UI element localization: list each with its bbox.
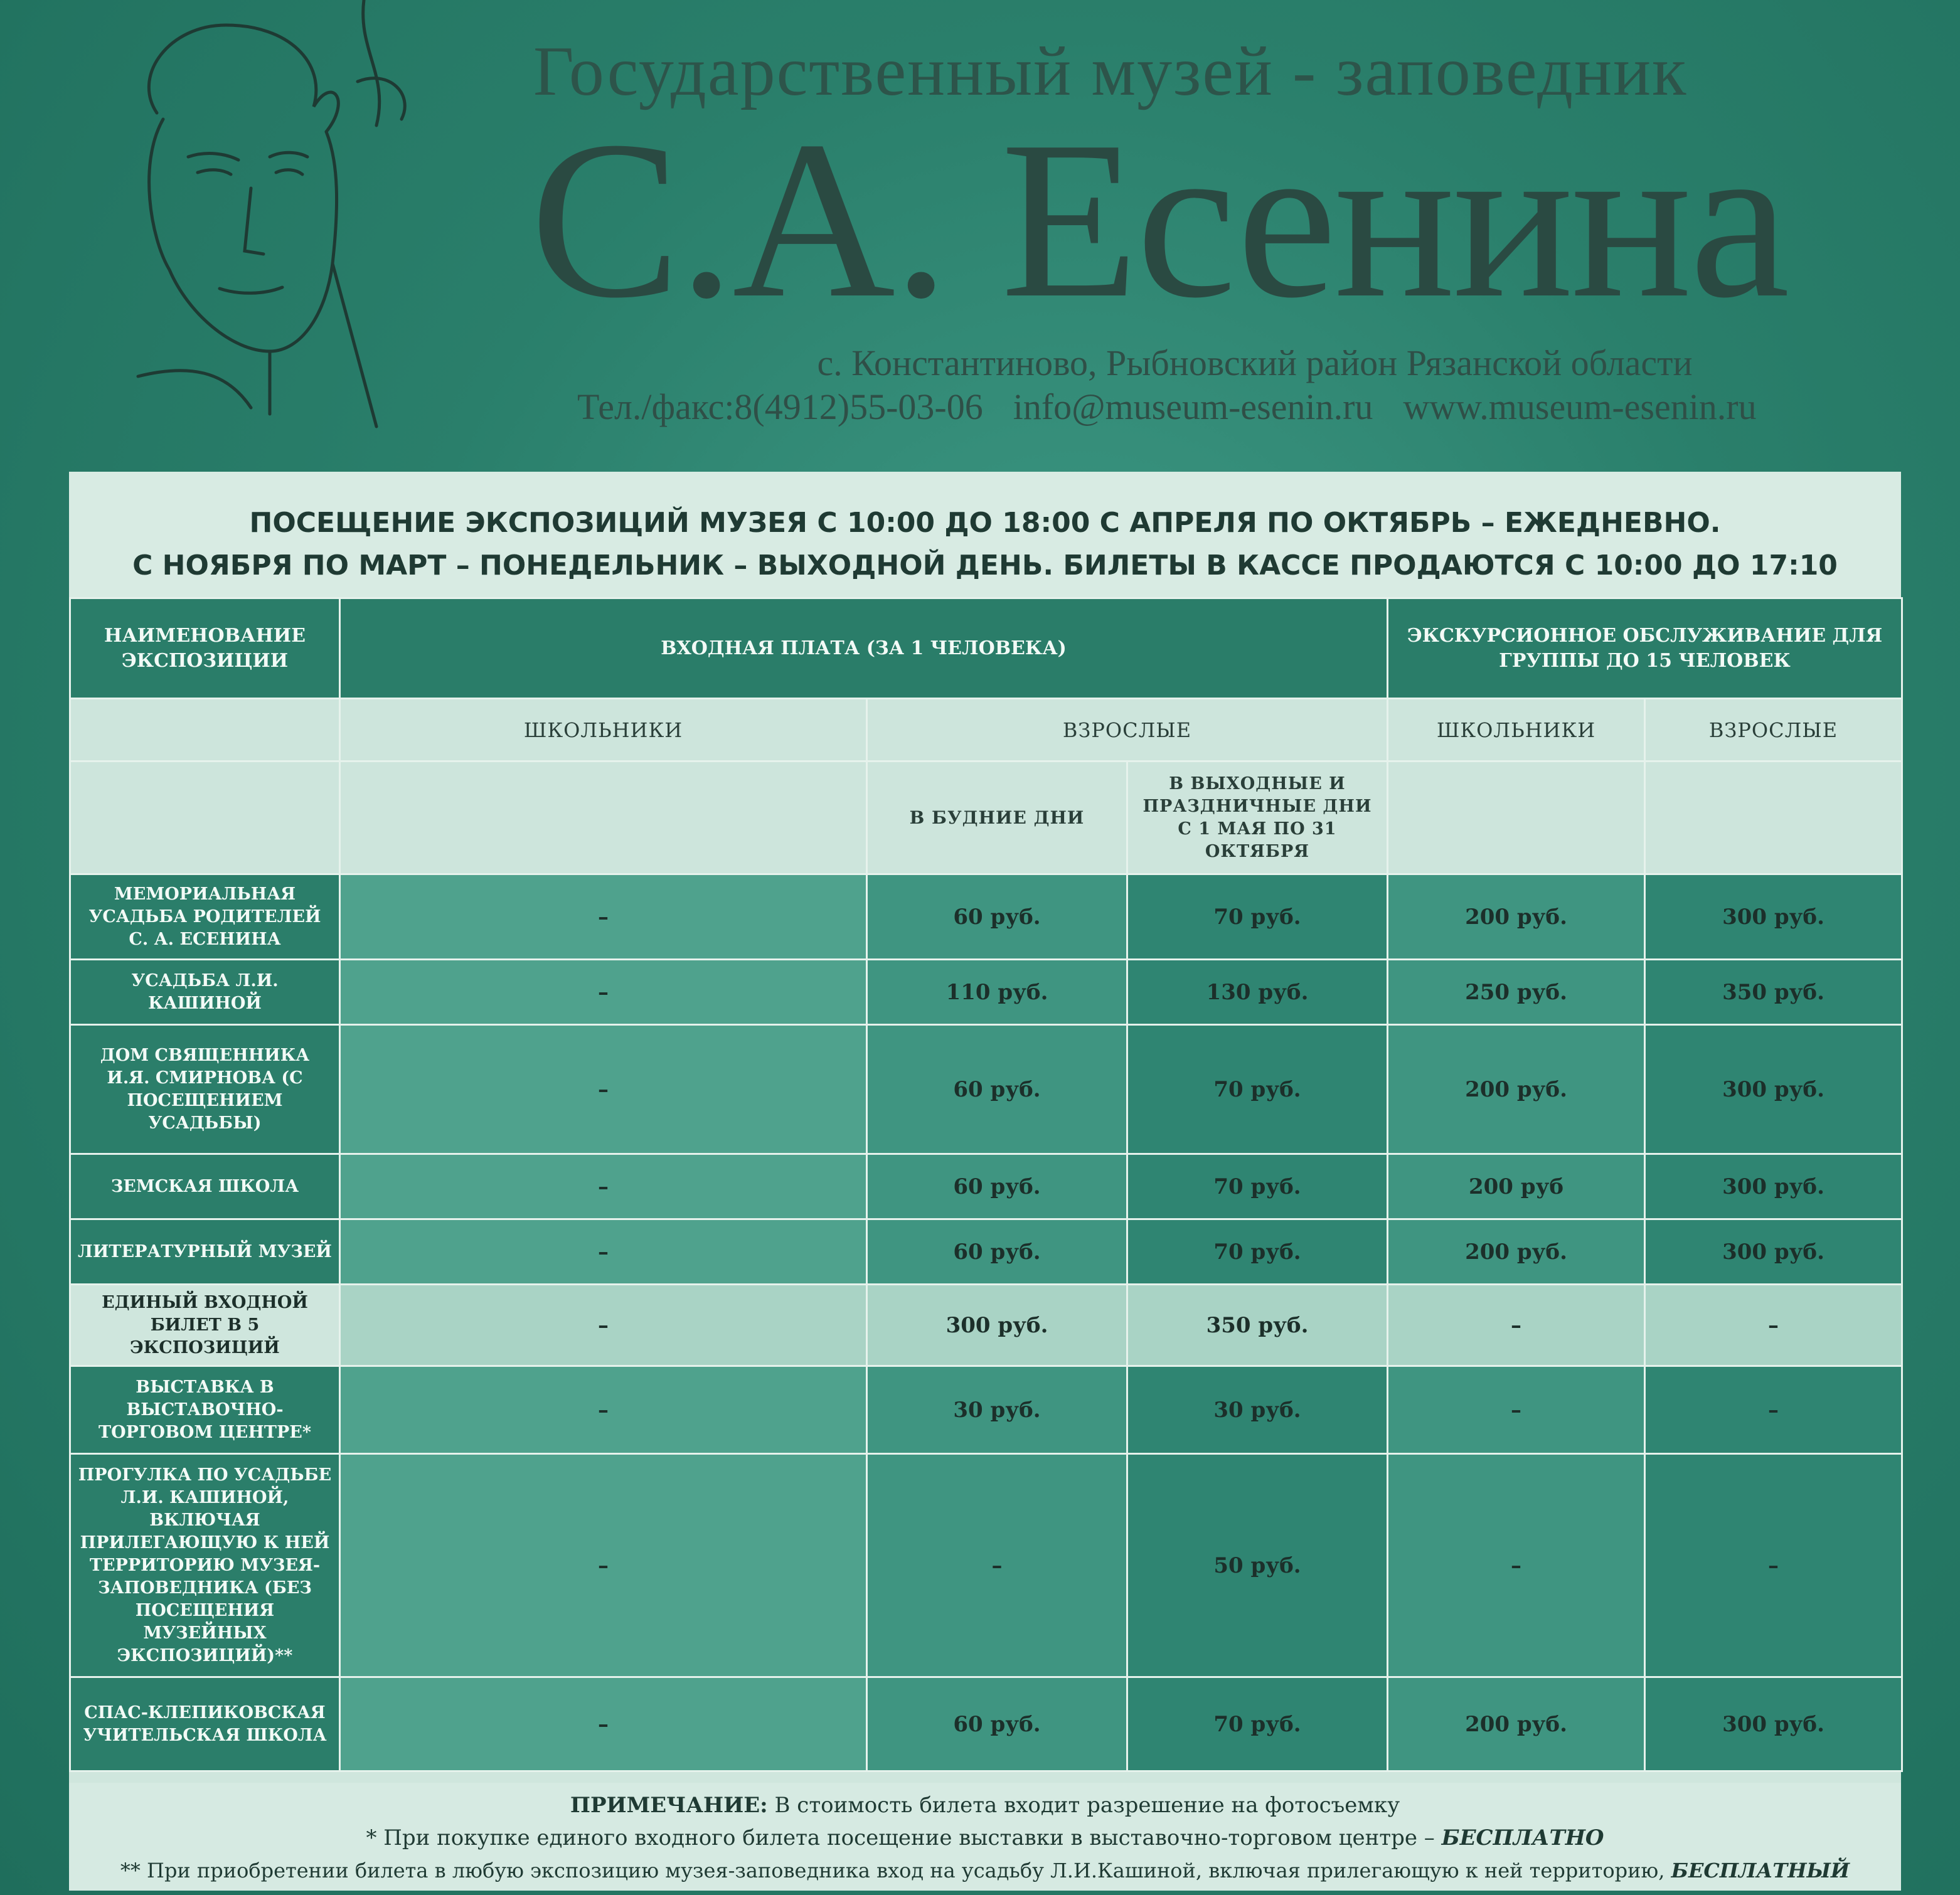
row-name: ЗЕМСКАЯ ШКОЛА [70,1154,340,1219]
cell-students: – [340,1366,867,1454]
note-line-3 [69,1854,1901,1887]
cell-exc-students: 200 руб. [1388,1025,1645,1154]
cell-weekdays: 60 руб. [867,1677,1127,1771]
cell-students: – [340,1677,867,1771]
note-text-2: * При покупке единого входного билета посещение выставки в выставочно-торговом центре – [366,1825,1435,1850]
cell-exc-adults: 350 руб. [1645,960,1902,1025]
table-subheader-row-2 [70,762,1902,874]
cell-exc-students: 200 руб. [1388,1677,1645,1771]
note-label: ПРИМЕЧАНИЕ: [570,1793,768,1818]
row-name: ВЫСТАВКА В ВЫСТАВОЧНО-ТОРГОВОМ ЦЕНТРЕ* [70,1366,340,1454]
museum-address: с. Константиново, Рыбновский район Рязанской области [817,342,1693,383]
cell-weekends: 70 руб. [1127,874,1388,960]
row-name: ЛИТЕРАТУРНЫЙ МУЗЕЙ [70,1219,340,1285]
row-name: МЕМОРИАЛЬНАЯ УСАДЬБА РОДИТЕЛЕЙ С. А. ЕСЕНИНА [70,874,340,960]
header-weekends: В ВЫХОДНЫЕ И ПРАЗДНИЧНЫЕ ДНИ С 1 МАЯ ПО 31 ОКТЯБРЯ [1127,762,1388,874]
cell-exc-students: 250 руб. [1388,960,1645,1025]
cell-students: – [340,1154,867,1219]
cell-exc-adults: – [1645,1366,1902,1454]
table-row [70,1154,1902,1219]
cell-students: – [340,874,867,960]
cell-weekends: 70 руб. [1127,1154,1388,1219]
cell-weekends: 350 руб. [1127,1285,1388,1366]
header-excursion: ЭКСКУРСИОННОЕ ОБСЛУЖИВАНИЕ ДЛЯ ГРУППЫ ДО 15 ЧЕЛОВЕК [1388,598,1902,699]
table-row [70,874,1902,960]
header-name: НАИМЕНОВАНИЕ ЭКСПОЗИЦИИ [70,598,340,699]
header-entry-fee: ВХОДНАЯ ПЛАТА (ЗА 1 ЧЕЛОВЕКА) [340,598,1388,699]
cell-weekdays: 60 руб. [867,1219,1127,1285]
cell-weekends: 30 руб. [1127,1366,1388,1454]
table-row [70,1219,1902,1285]
price-board [69,472,1901,1891]
cell-weekdays: 60 руб. [867,1154,1127,1219]
row-name: ЕДИНЫЙ ВХОДНОЙ БИЛЕТ В 5 ЭКСПОЗИЦИЙ [70,1285,340,1366]
cell-exc-adults: 300 руб. [1645,1677,1902,1771]
website: www.museum-esenin.ru [1403,386,1757,427]
header-students: ШКОЛЬНИКИ [340,699,867,762]
cell-exc-students: – [1388,1285,1645,1366]
cell-exc-adults: – [1645,1454,1902,1677]
cell-exc-adults: 300 руб. [1645,1219,1902,1285]
note-text-3: ** При приобретении билета в любую экспозицию музея-заповедника вход на усадьбу Л.И.Кашиной, включая прилегающую к ней территорию, [120,1859,1665,1882]
row-name: ПРОГУЛКА ПО УСАДЬБЕ Л.И. КАШИНОЙ, ВКЛЮЧАЯ ПРИЛЕГАЮЩУЮ К НЕЙ ТЕРРИТОРИЮ МУЗЕЯ-ЗАПОВЕДНИКА (БЕЗ ПОСЕЩЕНИЯ МУЗЕЙНЫХ ЭКСПОЗИЦИЙ)** [70,1454,340,1677]
cell-weekends: 70 руб. [1127,1677,1388,1771]
cell-weekends: 130 руб. [1127,960,1388,1025]
cell-weekdays: – [867,1454,1127,1677]
note-emphasis-3: БЕСПЛАТНЫЙ [1671,1859,1850,1882]
row-name: УСАДЬБА Л.И. КАШИНОЙ [70,960,340,1025]
price-notes [69,1783,1901,1891]
cell-students: – [340,1285,867,1366]
notice-line-2: С НОЯБРЯ ПО МАРТ – ПОНЕДЕЛЬНИК – ВЫХОДНОЙ ДЕНЬ. БИЛЕТЫ В КАССЕ ПРОДАЮТСЯ С 10:00 ДО 17:10 [132,549,1838,581]
row-name: ДОМ СВЯЩЕННИКА И.Я. СМИРНОВА (С ПОСЕЩЕНИЕМ УСАДЬБЫ) [70,1025,340,1154]
cell-weekends: 50 руб. [1127,1454,1388,1677]
table-header-row [70,598,1902,699]
header-exc-adults: ВЗРОСЛЫЕ [1645,699,1902,762]
cell-exc-students: – [1388,1366,1645,1454]
header-exc-students: ШКОЛЬНИКИ [1388,699,1645,762]
email: info@museum-esenin.ru [1013,386,1373,427]
header-weekdays: В БУДНИЕ ДНИ [867,762,1127,874]
table-row [70,1366,1902,1454]
note-line-2 [69,1822,1901,1854]
price-table [69,597,1903,1772]
table-row [70,1454,1902,1677]
note-line-1 [69,1789,1901,1822]
phone: Тел./факс:8(4912)55-03-06 [577,386,983,427]
cell-weekdays: 60 руб. [867,874,1127,960]
cell-students: – [340,960,867,1025]
notice-line-1: ПОСЕЩЕНИЕ ЭКСПОЗИЦИЙ МУЗЕЯ С 10:00 ДО 18:00 С АПРЕЛЯ ПО ОКТЯБРЬ – ЕЖЕДНЕВНО. [249,507,1721,539]
cell-exc-adults: 300 руб. [1645,1154,1902,1219]
cell-weekdays: 110 руб. [867,960,1127,1025]
portrait-sketch-icon [63,0,414,439]
cell-exc-students: – [1388,1454,1645,1677]
museum-header [0,0,1960,464]
cell-weekdays: 30 руб. [867,1366,1127,1454]
cell-exc-students: 200 руб [1388,1154,1645,1219]
opening-hours-notice [69,472,1901,597]
cell-weekends: 70 руб. [1127,1025,1388,1154]
cell-exc-adults: 300 руб. [1645,874,1902,960]
note-text-1: В стоимость билета входит разрешение на фотосъемку [774,1793,1400,1818]
cell-students: – [340,1454,867,1677]
cell-exc-students: 200 руб. [1388,874,1645,960]
header-adults: ВЗРОСЛЫЕ [867,699,1388,762]
note-emphasis-2: БЕСПЛАТНО [1441,1825,1604,1850]
contacts [577,386,1870,428]
table-row [70,1677,1902,1771]
table-row [70,960,1902,1025]
row-name: СПАС-КЛЕПИКОВСКАЯ УЧИТЕЛЬСКАЯ ШКОЛА [70,1677,340,1771]
museum-subtitle: Государственный музей - заповедник [533,33,1688,110]
cell-exc-adults: – [1645,1285,1902,1366]
table-subheader-row [70,699,1902,762]
cell-students: – [340,1219,867,1285]
cell-weekdays: 60 руб. [867,1025,1127,1154]
table-row [70,1285,1902,1366]
cell-exc-students: 200 руб. [1388,1219,1645,1285]
cell-students: – [340,1025,867,1154]
museum-title: С.А. Есенина [530,94,1787,344]
table-row [70,1025,1902,1154]
cell-weekdays: 300 руб. [867,1285,1127,1366]
cell-exc-adults: 300 руб. [1645,1025,1902,1154]
cell-weekends: 70 руб. [1127,1219,1388,1285]
